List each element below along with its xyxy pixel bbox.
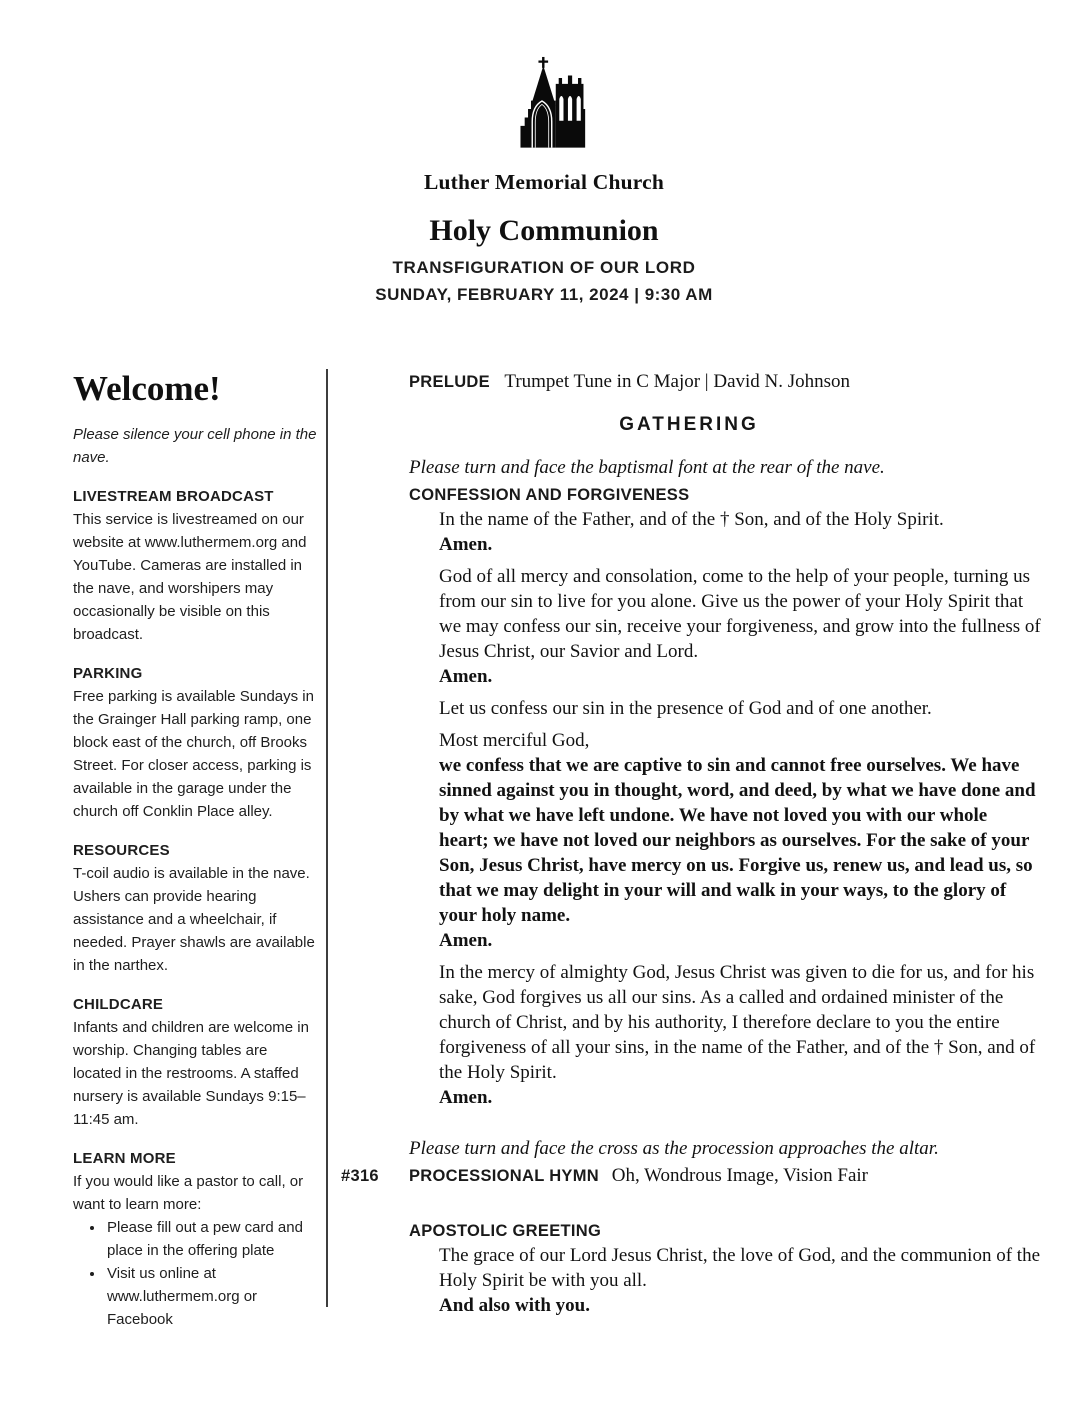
learn-more-bullets	[73, 1216, 318, 1331]
sidebar-section-learn-more	[73, 1147, 318, 1331]
section-heading: LEARN MORE	[73, 1150, 176, 1167]
hymn-label: PROCESSIONAL HYMN	[409, 1167, 599, 1185]
feast-day: TRANSFIGURATION OF OUR LORD	[392, 258, 696, 277]
church-name: Luther Memorial Church	[423, 170, 665, 194]
content-columns	[0, 369, 1088, 1331]
church-logo-icon	[502, 52, 586, 156]
confession-address: Most merciful God,	[439, 730, 590, 751]
section-body: This service is livestreamed on our website at www.luthermem.org and YouTube. Cameras are installed in the nave, and worshipers may occasionally be visible on this broadcast.	[73, 511, 307, 643]
amen-response: Amen.	[439, 534, 493, 555]
cross-rubric: Please turn and face the cross as the procession approaches the altar.	[409, 1138, 939, 1159]
section-heading: LIVESTREAM BROADCAST	[73, 488, 274, 505]
confession-heading: CONFESSION AND FORGIVENESS	[409, 486, 690, 504]
bullet-item: • Visit us online at www.luthermem.org or Facebook	[105, 1262, 318, 1331]
prelude-title: Trumpet Tune in C Major | David N. Johnson	[504, 371, 851, 392]
processional-hymn-line	[341, 1163, 1041, 1189]
prelude-label: PRELUDE	[409, 373, 490, 391]
invocation-line: In the name of the Father, and of the † Son, and of the Holy Spirit.	[439, 509, 944, 530]
section-body: Infants and children are welcome in worship. Changing tables are located in the restrooms. A staffed nursery is available Sundays 9:15–11:45 am.	[73, 1019, 309, 1128]
column-divider	[326, 369, 328, 1307]
section-body: If you would like a pastor to call, or want to learn more:	[73, 1173, 304, 1213]
liturgy-main	[341, 369, 1041, 1318]
greeting-text: The grace of our Lord Jesus Christ, the love of God, and the communion of the Holy Spirit be with you all.	[439, 1245, 1040, 1291]
hymn-number: #316	[341, 1167, 379, 1185]
gathering-heading: GATHERING	[619, 414, 759, 435]
amen-response: Amen.	[439, 666, 493, 687]
section-heading: PARKING	[73, 665, 143, 682]
prelude-line	[409, 369, 1041, 395]
greeting-response: And also with you.	[439, 1295, 590, 1316]
mercy-prayer: God of all mercy and consolation, come to the help of your people, turning us from our sin to live for you alone. Give us the power of your Holy Spirit that we may confess our sin, receive your forgiveness, and grow into the fullness of Jesus Christ, our Savior and Lord.	[439, 566, 1041, 662]
absolution: In the mercy of almighty God, Jesus Christ was given to die for us, and for his sake, God forgives us all our sins. As a called and ordained minister of the church of Christ, and by his authority, I therefore declare to you the entire forgiveness of all your sins, in the name of the Father, and of the † Son, and of the Holy Spirit.	[439, 962, 1036, 1083]
apostolic-greeting-heading: APOSTOLIC GREETING	[409, 1222, 602, 1240]
service-datetime: SUNDAY, FEBRUARY 11, 2024 | 9:30 AM	[375, 285, 713, 304]
amen-response: Amen.	[439, 930, 493, 951]
section-body: T-coil audio is available in the nave. Ushers can provide hearing assistance and a wheelchair, if needed. Prayer shawls are available in the narthex.	[73, 865, 315, 974]
confession-prayer: we confess that we are captive to sin and cannot free ourselves. We have sinned against you in thought, word, and deed, by what we have done and by what we have left undone. We have not loved you with our whole heart; we have not loved our neighbors as ourselves. For the sake of your Son, Jesus Christ, have mercy on us. Forgive us, renew us, and lead us, so that we may delight in your will and walk in your ways, to the glory of your holy name.	[439, 755, 1036, 926]
sidebar-section-parking	[73, 662, 318, 823]
service-title: Holy Communion	[429, 214, 659, 247]
font-rubric: Please turn and face the baptismal font at the rear of the nave.	[409, 457, 885, 478]
sidebar-section-livestream	[73, 485, 318, 646]
hymn-title: Oh, Wondrous Image, Vision Fair	[611, 1165, 869, 1186]
sidebar-section-resources	[73, 839, 318, 977]
section-heading: RESOURCES	[73, 842, 170, 859]
sidebar-section-childcare	[73, 993, 318, 1131]
confession-invitation: Let us confess our sin in the presence of God and of one another.	[439, 698, 932, 719]
amen-response: Amen.	[439, 1087, 493, 1108]
section-heading: CHILDCARE	[73, 996, 164, 1013]
silence-note: Please silence your cell phone in the nave.	[73, 426, 317, 466]
bulletin-header	[0, 0, 1088, 305]
welcome-title: Welcome!	[73, 369, 221, 408]
welcome-sidebar	[73, 369, 318, 1331]
section-body: Free parking is available Sundays in the Grainger Hall parking ramp, one block east of the church, off Brooks Street. For closer access, parking is available in the garage under the church off Conklin Place alley.	[73, 688, 314, 820]
bullet-item: • Please fill out a pew card and place in the offering plate	[105, 1216, 318, 1262]
